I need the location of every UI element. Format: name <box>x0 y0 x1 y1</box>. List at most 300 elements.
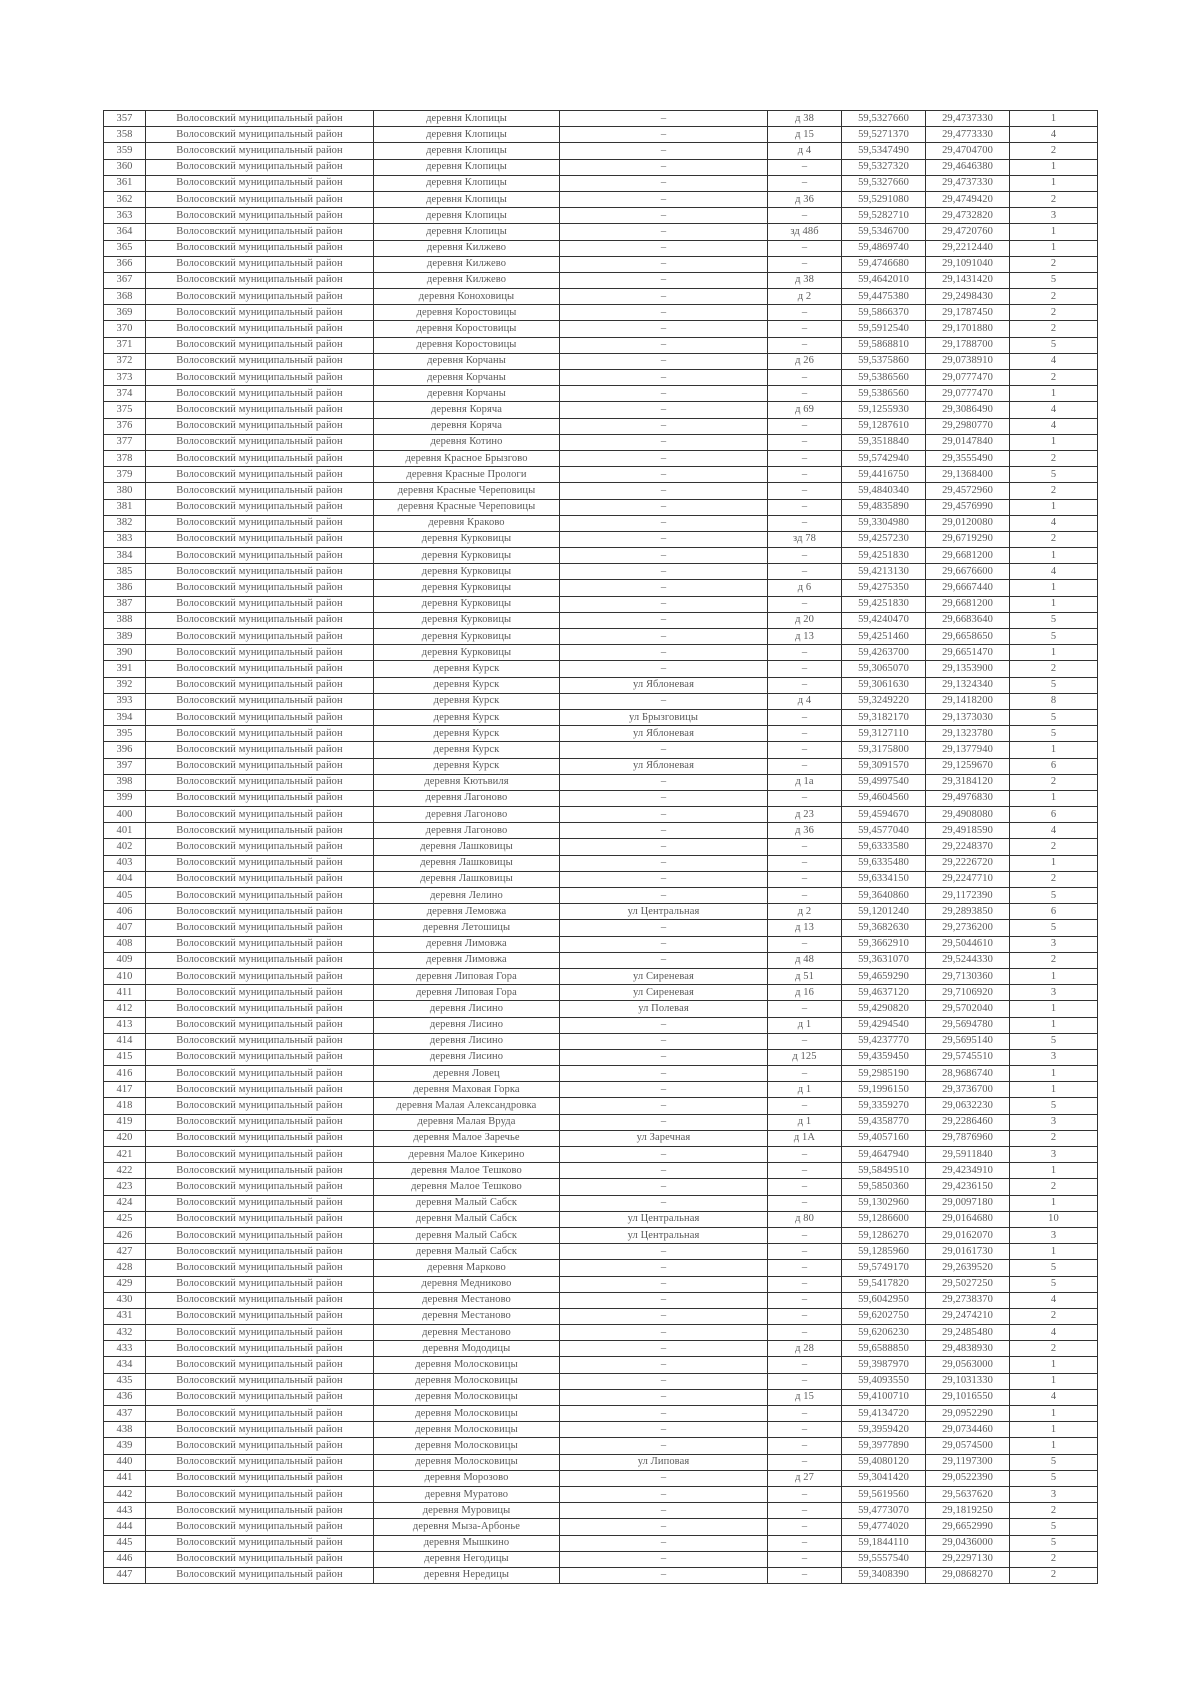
cell-count: 1 <box>1010 742 1098 758</box>
cell-settlement: деревня Малый Сабск <box>374 1227 560 1243</box>
cell-settlement: деревня Мододицы <box>374 1341 560 1357</box>
cell-house: д 80 <box>768 1211 842 1227</box>
cell-municipality: Волосовский муниципальный район <box>146 871 374 887</box>
cell-row-number: 432 <box>104 1325 146 1341</box>
table-row <box>104 1130 1098 1146</box>
cell-municipality: Волосовский муниципальный район <box>146 936 374 952</box>
cell-latitude: 59,5327320 <box>842 159 926 175</box>
cell-latitude: 59,4594670 <box>842 807 926 823</box>
cell-municipality: Волосовский муниципальный район <box>146 677 374 693</box>
cell-count: 1 <box>1010 1195 1098 1211</box>
cell-row-number: 430 <box>104 1292 146 1308</box>
table-row <box>104 1147 1098 1163</box>
cell-settlement: деревня Марково <box>374 1260 560 1276</box>
cell-municipality: Волосовский муниципальный район <box>146 564 374 580</box>
cell-latitude: 59,1302960 <box>842 1195 926 1211</box>
cell-longitude: 29,2247710 <box>926 871 1010 887</box>
cell-latitude: 59,4774020 <box>842 1519 926 1535</box>
cell-street: – <box>560 839 768 855</box>
cell-count: 3 <box>1010 1227 1098 1243</box>
cell-municipality: Волосовский муниципальный район <box>146 1567 374 1583</box>
cell-longitude: 29,4704700 <box>926 143 1010 159</box>
cell-settlement: деревня Молосковицы <box>374 1357 560 1373</box>
cell-row-number: 369 <box>104 305 146 321</box>
cell-municipality: Волосовский муниципальный район <box>146 1276 374 1292</box>
cell-settlement: деревня Лисино <box>374 1033 560 1049</box>
table-row <box>104 1325 1098 1341</box>
table-row <box>104 289 1098 305</box>
cell-count: 2 <box>1010 839 1098 855</box>
cell-settlement: деревня Краково <box>374 515 560 531</box>
cell-longitude: 29,1091040 <box>926 256 1010 272</box>
cell-municipality: Волосовский муниципальный район <box>146 175 374 191</box>
cell-longitude: 29,7876960 <box>926 1130 1010 1146</box>
cell-house: д 20 <box>768 612 842 628</box>
table-row <box>104 191 1098 207</box>
cell-street: – <box>560 1179 768 1195</box>
cell-municipality: Волосовский муниципальный район <box>146 1082 374 1098</box>
table-row <box>104 434 1098 450</box>
cell-longitude: 29,1197300 <box>926 1454 1010 1470</box>
cell-house: – <box>768 1454 842 1470</box>
cell-latitude: 59,4093550 <box>842 1373 926 1389</box>
table-row <box>104 386 1098 402</box>
cell-house: д 2 <box>768 289 842 305</box>
cell-longitude: 29,3086490 <box>926 402 1010 418</box>
cell-row-number: 445 <box>104 1535 146 1551</box>
table-row <box>104 224 1098 240</box>
cell-longitude: 29,7106920 <box>926 985 1010 1001</box>
cell-longitude: 29,2474210 <box>926 1308 1010 1324</box>
cell-row-number: 379 <box>104 467 146 483</box>
cell-settlement: деревня Красные Череповицы <box>374 483 560 499</box>
cell-house: д 23 <box>768 807 842 823</box>
cell-longitude: 29,1324340 <box>926 677 1010 693</box>
cell-municipality: Волосовский муниципальный район <box>146 305 374 321</box>
cell-row-number: 443 <box>104 1503 146 1519</box>
cell-settlement: деревня Лагоново <box>374 807 560 823</box>
cell-row-number: 433 <box>104 1341 146 1357</box>
cell-longitude: 29,1788700 <box>926 337 1010 353</box>
cell-count: 2 <box>1010 1130 1098 1146</box>
table-row <box>104 888 1098 904</box>
cell-settlement: деревня Молосковицы <box>374 1373 560 1389</box>
cell-count: 2 <box>1010 483 1098 499</box>
cell-street: ул Яблоневая <box>560 758 768 774</box>
cell-longitude: 29,3555490 <box>926 450 1010 466</box>
table-row <box>104 1049 1098 1065</box>
table-row <box>104 240 1098 256</box>
cell-street: ул Сиреневая <box>560 968 768 984</box>
cell-house: – <box>768 1179 842 1195</box>
cell-house: – <box>768 839 842 855</box>
cell-count: 5 <box>1010 629 1098 645</box>
cell-longitude: 29,2738370 <box>926 1292 1010 1308</box>
table-row <box>104 758 1098 774</box>
cell-settlement: деревня Малое Тешково <box>374 1163 560 1179</box>
cell-house: зд 48б <box>768 224 842 240</box>
table-row <box>104 920 1098 936</box>
cell-settlement: деревня Местаново <box>374 1292 560 1308</box>
cell-street: – <box>560 693 768 709</box>
cell-municipality: Волосовский муниципальный район <box>146 208 374 224</box>
cell-municipality: Волосовский муниципальный район <box>146 1017 374 1033</box>
cell-count: 1 <box>1010 1406 1098 1422</box>
cell-count: 2 <box>1010 450 1098 466</box>
cell-street: – <box>560 774 768 790</box>
cell-row-number: 404 <box>104 871 146 887</box>
cell-row-number: 423 <box>104 1179 146 1195</box>
cell-latitude: 59,4237770 <box>842 1033 926 1049</box>
cell-count: 1 <box>1010 1357 1098 1373</box>
cell-municipality: Волосовский муниципальный район <box>146 1049 374 1065</box>
cell-row-number: 447 <box>104 1567 146 1583</box>
cell-latitude: 59,3977890 <box>842 1438 926 1454</box>
cell-longitude: 29,2893850 <box>926 904 1010 920</box>
cell-settlement: деревня Лелино <box>374 888 560 904</box>
table-row <box>104 790 1098 806</box>
cell-latitude: 59,3640860 <box>842 888 926 904</box>
cell-settlement: деревня Курковицы <box>374 548 560 564</box>
cell-count: 1 <box>1010 1066 1098 1082</box>
cell-municipality: Волосовский муниципальный район <box>146 1551 374 1567</box>
cell-municipality: Волосовский муниципальный район <box>146 1098 374 1114</box>
cell-house: – <box>768 305 842 321</box>
cell-house: – <box>768 645 842 661</box>
cell-longitude: 29,0777470 <box>926 386 1010 402</box>
cell-latitude: 59,4057160 <box>842 1130 926 1146</box>
cell-house: – <box>768 337 842 353</box>
table-row <box>104 1470 1098 1486</box>
cell-latitude: 59,1286600 <box>842 1211 926 1227</box>
table-row <box>104 596 1098 612</box>
cell-row-number: 390 <box>104 645 146 661</box>
cell-street: – <box>560 208 768 224</box>
table-row <box>104 629 1098 645</box>
cell-settlement: деревня Курковицы <box>374 612 560 628</box>
cell-municipality: Волосовский муниципальный район <box>146 321 374 337</box>
table-row <box>104 1017 1098 1033</box>
cell-count: 2 <box>1010 871 1098 887</box>
cell-row-number: 405 <box>104 888 146 904</box>
cell-count: 1 <box>1010 580 1098 596</box>
cell-longitude: 29,1353900 <box>926 661 1010 677</box>
cell-municipality: Волосовский муниципальный район <box>146 467 374 483</box>
cell-municipality: Волосовский муниципальный район <box>146 693 374 709</box>
cell-longitude: 28,9686740 <box>926 1066 1010 1082</box>
cell-settlement: деревня Малое Кикерино <box>374 1147 560 1163</box>
cell-longitude: 29,1368400 <box>926 467 1010 483</box>
cell-house: – <box>768 499 842 515</box>
cell-count: 5 <box>1010 1454 1098 1470</box>
cell-street: – <box>560 1114 768 1130</box>
cell-latitude: 59,4263700 <box>842 645 926 661</box>
cell-settlement: деревня Малый Сабск <box>374 1244 560 1260</box>
cell-row-number: 382 <box>104 515 146 531</box>
cell-street: – <box>560 888 768 904</box>
cell-row-number: 363 <box>104 208 146 224</box>
cell-count: 5 <box>1010 677 1098 693</box>
cell-street: – <box>560 564 768 580</box>
cell-row-number: 364 <box>104 224 146 240</box>
table-row <box>104 871 1098 887</box>
cell-longitude: 29,2736200 <box>926 920 1010 936</box>
cell-house: – <box>768 1195 842 1211</box>
cell-latitude: 59,3662910 <box>842 936 926 952</box>
cell-count: 5 <box>1010 1535 1098 1551</box>
cell-row-number: 392 <box>104 677 146 693</box>
cell-longitude: 29,0868270 <box>926 1567 1010 1583</box>
cell-settlement: деревня Клопицы <box>374 208 560 224</box>
cell-longitude: 29,4576990 <box>926 499 1010 515</box>
cell-row-number: 399 <box>104 790 146 806</box>
cell-row-number: 381 <box>104 499 146 515</box>
cell-house: – <box>768 1551 842 1567</box>
cell-latitude: 59,4251830 <box>842 548 926 564</box>
cell-municipality: Волосовский муниципальный район <box>146 774 374 790</box>
cell-street: – <box>560 483 768 499</box>
cell-street: ул Полевая <box>560 1001 768 1017</box>
cell-street: – <box>560 224 768 240</box>
cell-row-number: 400 <box>104 807 146 823</box>
cell-latitude: 59,4869740 <box>842 240 926 256</box>
cell-street: – <box>560 1163 768 1179</box>
cell-municipality: Волосовский муниципальный район <box>146 111 374 127</box>
cell-street: – <box>560 596 768 612</box>
cell-municipality: Волосовский муниципальный район <box>146 612 374 628</box>
cell-longitude: 29,2226720 <box>926 855 1010 871</box>
cell-latitude: 59,4080120 <box>842 1454 926 1470</box>
cell-street: ул Центральная <box>560 1227 768 1243</box>
cell-row-number: 414 <box>104 1033 146 1049</box>
cell-longitude: 29,5745510 <box>926 1049 1010 1065</box>
cell-settlement: деревня Малый Сабск <box>374 1211 560 1227</box>
cell-municipality: Волосовский муниципальный район <box>146 968 374 984</box>
cell-longitude: 29,4773330 <box>926 127 1010 143</box>
cell-row-number: 439 <box>104 1438 146 1454</box>
cell-street: ул Брызговицы <box>560 709 768 725</box>
table-row <box>104 1486 1098 1502</box>
cell-count: 2 <box>1010 1341 1098 1357</box>
cell-street: – <box>560 305 768 321</box>
cell-municipality: Волосовский муниципальный район <box>146 920 374 936</box>
cell-house: – <box>768 1066 842 1082</box>
cell-count: 1 <box>1010 175 1098 191</box>
cell-latitude: 59,5327660 <box>842 111 926 127</box>
cell-house: – <box>768 370 842 386</box>
cell-longitude: 29,2485480 <box>926 1325 1010 1341</box>
cell-street: – <box>560 952 768 968</box>
cell-count: 2 <box>1010 289 1098 305</box>
cell-count: 1 <box>1010 1017 1098 1033</box>
table-row <box>104 645 1098 661</box>
cell-settlement: деревня Курковицы <box>374 580 560 596</box>
cell-latitude: 59,4359450 <box>842 1049 926 1065</box>
table-row <box>104 904 1098 920</box>
cell-longitude: 29,4732820 <box>926 208 1010 224</box>
cell-row-number: 380 <box>104 483 146 499</box>
table-row <box>104 353 1098 369</box>
cell-municipality: Волосовский муниципальный район <box>146 402 374 418</box>
cell-municipality: Волосовский муниципальный район <box>146 1503 374 1519</box>
cell-house: – <box>768 1276 842 1292</box>
cell-municipality: Волосовский муниципальный район <box>146 256 374 272</box>
cell-count: 4 <box>1010 127 1098 143</box>
cell-longitude: 29,4720760 <box>926 224 1010 240</box>
table-row <box>104 693 1098 709</box>
cell-row-number: 435 <box>104 1373 146 1389</box>
cell-settlement: деревня Клопицы <box>374 191 560 207</box>
table-row <box>104 936 1098 952</box>
cell-latitude: 59,3249220 <box>842 693 926 709</box>
cell-longitude: 29,1431420 <box>926 272 1010 288</box>
cell-house: – <box>768 256 842 272</box>
cell-municipality: Волосовский муниципальный район <box>146 1066 374 1082</box>
table-row <box>104 1341 1098 1357</box>
cell-municipality: Волосовский муниципальный район <box>146 1373 374 1389</box>
cell-row-number: 436 <box>104 1389 146 1405</box>
cell-settlement: деревня Корчаны <box>374 386 560 402</box>
cell-longitude: 29,6658650 <box>926 629 1010 645</box>
cell-house: – <box>768 726 842 742</box>
cell-settlement: деревня Килжево <box>374 256 560 272</box>
cell-house: – <box>768 1308 842 1324</box>
cell-longitude: 29,1418200 <box>926 693 1010 709</box>
cell-settlement: деревня Лимовжа <box>374 936 560 952</box>
cell-row-number: 412 <box>104 1001 146 1017</box>
cell-row-number: 425 <box>104 1211 146 1227</box>
cell-count: 5 <box>1010 467 1098 483</box>
cell-house: д 4 <box>768 143 842 159</box>
cell-house: д 38 <box>768 111 842 127</box>
cell-house: зд 78 <box>768 531 842 547</box>
cell-count: 4 <box>1010 1325 1098 1341</box>
cell-municipality: Волосовский муниципальный район <box>146 450 374 466</box>
data-sheet <box>103 110 1097 1584</box>
cell-municipality: Волосовский муниципальный район <box>146 596 374 612</box>
cell-count: 5 <box>1010 709 1098 725</box>
table-row <box>104 1260 1098 1276</box>
cell-street: – <box>560 1567 768 1583</box>
cell-row-number: 410 <box>104 968 146 984</box>
cell-count: 1 <box>1010 499 1098 515</box>
cell-latitude: 59,4647940 <box>842 1147 926 1163</box>
cell-longitude: 29,1172390 <box>926 888 1010 904</box>
table-row <box>104 1179 1098 1195</box>
cell-street: – <box>560 191 768 207</box>
cell-count: 3 <box>1010 985 1098 1001</box>
cell-house: д 1 <box>768 1114 842 1130</box>
cell-house: – <box>768 758 842 774</box>
cell-row-number: 366 <box>104 256 146 272</box>
cell-longitude: 29,2297130 <box>926 1551 1010 1567</box>
table-row <box>104 499 1098 515</box>
cell-house: – <box>768 677 842 693</box>
table-row <box>104 1551 1098 1567</box>
cell-count: 1 <box>1010 224 1098 240</box>
cell-street: – <box>560 1486 768 1502</box>
cell-street: – <box>560 645 768 661</box>
cell-house: – <box>768 1519 842 1535</box>
cell-longitude: 29,0734460 <box>926 1422 1010 1438</box>
cell-settlement: деревня Клопицы <box>374 111 560 127</box>
cell-municipality: Волосовский муниципальный район <box>146 1292 374 1308</box>
cell-house: д 1а <box>768 774 842 790</box>
cell-house: – <box>768 1260 842 1276</box>
table-row <box>104 985 1098 1001</box>
cell-house: д 125 <box>768 1049 842 1065</box>
cell-row-number: 375 <box>104 402 146 418</box>
table-row <box>104 1098 1098 1114</box>
cell-row-number: 397 <box>104 758 146 774</box>
cell-latitude: 59,3175800 <box>842 742 926 758</box>
cell-street: – <box>560 1276 768 1292</box>
cell-house: д 36 <box>768 191 842 207</box>
cell-longitude: 29,6681200 <box>926 596 1010 612</box>
table-row <box>104 1195 1098 1211</box>
cell-row-number: 446 <box>104 1551 146 1567</box>
cell-row-number: 401 <box>104 823 146 839</box>
cell-street: ул Яблоневая <box>560 726 768 742</box>
cell-municipality: Волосовский муниципальный район <box>146 515 374 531</box>
cell-settlement: деревня Лисино <box>374 1017 560 1033</box>
cell-count: 1 <box>1010 111 1098 127</box>
cell-row-number: 427 <box>104 1244 146 1260</box>
cell-latitude: 59,5912540 <box>842 321 926 337</box>
cell-row-number: 421 <box>104 1147 146 1163</box>
cell-row-number: 370 <box>104 321 146 337</box>
cell-house: д 15 <box>768 127 842 143</box>
cell-street: – <box>560 1535 768 1551</box>
cell-latitude: 59,1286270 <box>842 1227 926 1243</box>
cell-street: – <box>560 1519 768 1535</box>
cell-count: 3 <box>1010 1486 1098 1502</box>
cell-municipality: Волосовский муниципальный район <box>146 434 374 450</box>
cell-municipality: Волосовский муниципальный район <box>146 1535 374 1551</box>
table-body <box>104 111 1098 1584</box>
cell-house: – <box>768 871 842 887</box>
cell-street: – <box>560 823 768 839</box>
cell-house: – <box>768 1422 842 1438</box>
table-row <box>104 272 1098 288</box>
cell-house: – <box>768 1406 842 1422</box>
table-row <box>104 1406 1098 1422</box>
cell-latitude: 59,1255930 <box>842 402 926 418</box>
cell-latitude: 59,4637120 <box>842 985 926 1001</box>
table-row <box>104 1567 1098 1583</box>
cell-longitude: 29,2286460 <box>926 1114 1010 1130</box>
cell-settlement: деревня Мышкино <box>374 1535 560 1551</box>
cell-latitude: 59,1287610 <box>842 418 926 434</box>
cell-municipality: Волосовский муниципальный район <box>146 127 374 143</box>
cell-street: – <box>560 467 768 483</box>
cell-settlement: деревня Клопицы <box>374 143 560 159</box>
cell-house: – <box>768 321 842 337</box>
cell-house: – <box>768 1001 842 1017</box>
cell-latitude: 59,4840340 <box>842 483 926 499</box>
cell-count: 4 <box>1010 564 1098 580</box>
cell-row-number: 420 <box>104 1130 146 1146</box>
cell-settlement: деревня Нередицы <box>374 1567 560 1583</box>
cell-latitude: 59,3518840 <box>842 434 926 450</box>
table-row <box>104 742 1098 758</box>
cell-row-number: 441 <box>104 1470 146 1486</box>
cell-longitude: 29,1377940 <box>926 742 1010 758</box>
cell-municipality: Волосовский муниципальный район <box>146 790 374 806</box>
cell-municipality: Волосовский муниципальный район <box>146 1486 374 1502</box>
table-row <box>104 418 1098 434</box>
table-row <box>104 1211 1098 1227</box>
